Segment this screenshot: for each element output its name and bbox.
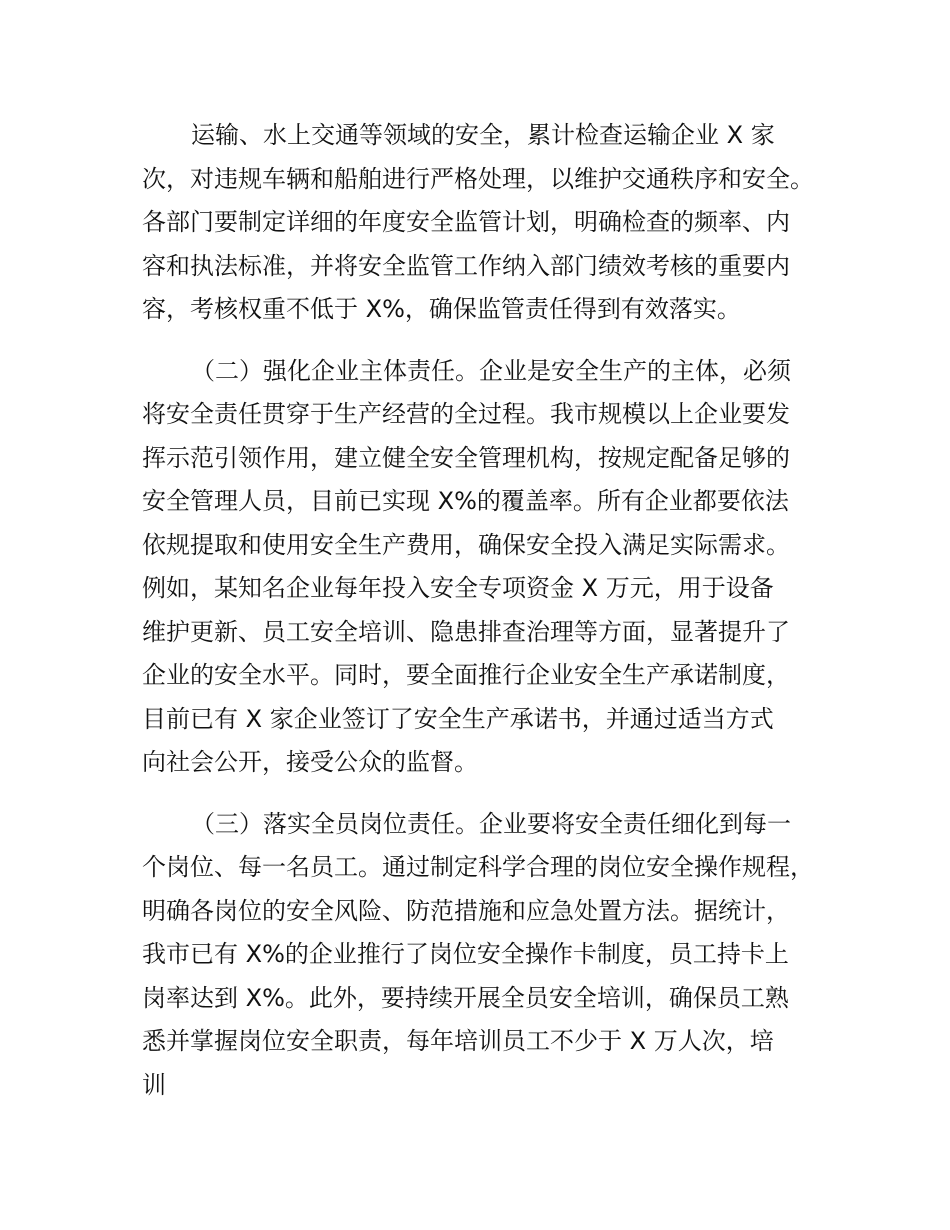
text-line: 训	[142, 1070, 166, 1099]
text-line: 容和执法标准，并将安全监管工作纳入部门绩效考核的重要内	[142, 251, 790, 280]
text-line: 我市已有 X%的企业推行了岗位安全操作卡制度，员工持卡上	[142, 940, 789, 968]
text-line: 企业的安全水平。同时，要全面推行企业安全生产承诺制度，	[142, 661, 790, 689]
text-line: 个岗位、每一名员工。通过制定科学合理的岗位安全操作规程，	[142, 853, 814, 881]
text-line: 依规提取和使用安全生产费用，确保安全投入满足实际需求。	[142, 530, 790, 559]
text-line: 运输、水上交通等领域的安全，累计检查运输企业 X 家	[191, 121, 775, 149]
text-line: 挥示范引领作用，建立健全安全管理机构，按规定配备足够的	[142, 443, 790, 472]
text-line: 向社会公开，接受公众的监督。	[142, 748, 478, 776]
text-line: 悉并掌握岗位安全职责，每年培训员工不少于 X 万人次，培	[142, 1027, 774, 1055]
text-line: 维护更新、员工安全培训、隐患排查治理等方面，显著提升了	[142, 617, 790, 646]
text-line: （三）落实全员岗位责任。企业要将安全责任细化到每一	[191, 809, 791, 838]
text-line: （二）强化企业主体责任。企业是安全生产的主体，必须	[191, 356, 791, 385]
paragraph-transport-safety	[142, 114, 842, 332]
text-line: 岗率达到 X%。此外，要持续开展全员安全培训，确保员工熟	[142, 983, 789, 1012]
document-body	[142, 114, 842, 1125]
text-line: 例如，某知名企业每年投入安全专项资金 X 万元，用于设备	[142, 574, 774, 602]
text-line: 明确各岗位的安全风险、防范措施和应急处置方法。据统计，	[142, 896, 790, 925]
text-line: 容，考核权重不低于 X%，确保监管责任得到有效落实。	[142, 295, 741, 323]
paragraph-staff-responsibility	[142, 803, 842, 1108]
text-line: 将安全责任贯穿于生产经营的全过程。我市规模以上企业要发	[142, 400, 790, 428]
paragraph-enterprise-responsibility	[142, 350, 842, 785]
text-line: 次，对违规车辆和船舶进行严格处理，以维护交通秩序和安全。	[142, 164, 814, 193]
text-line: 安全管理人员，目前已实现 X%的覆盖率。所有企业都要依法	[142, 487, 789, 515]
text-line: 目前已有 X 家企业签订了安全生产承诺书，并通过适当方式	[142, 704, 774, 733]
text-line: 各部门要制定详细的年度安全监管计划，明确检查的频率、内	[142, 208, 790, 236]
